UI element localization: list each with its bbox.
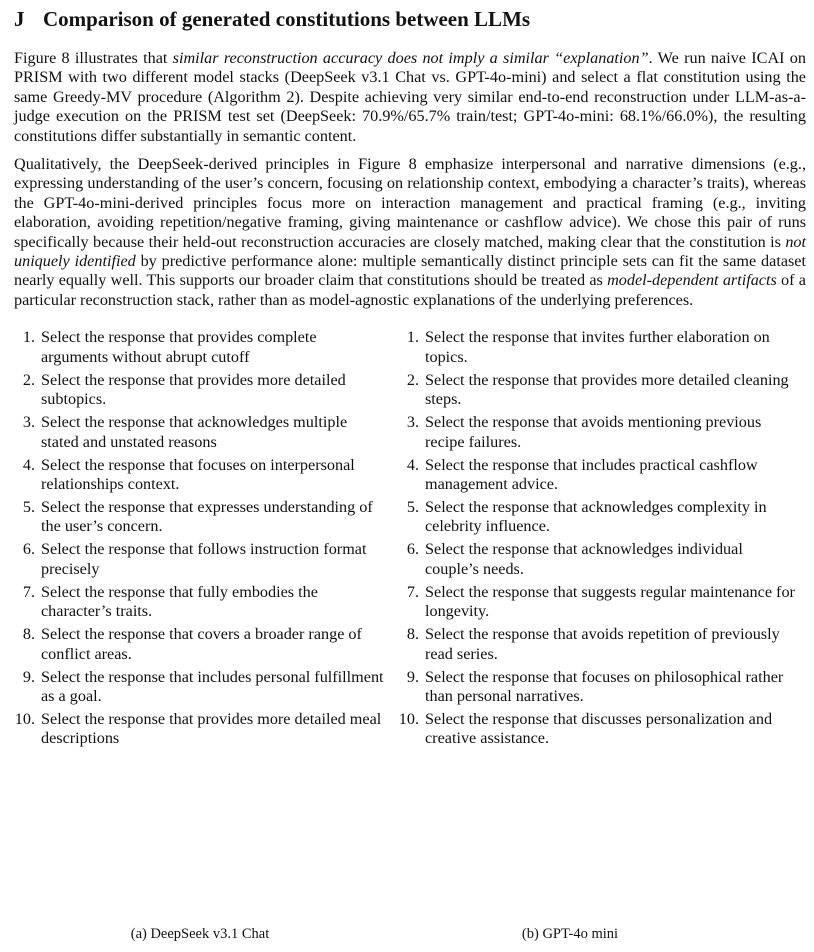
gpt4o-mini-principle-item [398, 625, 798, 664]
item-text: Select the response that acknowledges multiple stated and unstated reasons [41, 413, 348, 451]
constitution-comparison [14, 328, 806, 828]
item-number: 8. [22, 625, 35, 644]
item-text: Select the response that fully embodies the character’s traits. [41, 582, 318, 621]
deepseek-principle-item [14, 710, 386, 749]
item-number: 10. [14, 709, 35, 728]
subfigure-caption-b: (b) GPT-4o mini [521, 926, 619, 942]
emphasized-text: similar reconstruction accuracy does not imply a similar “explanation” [172, 49, 649, 67]
item-number: 7. [22, 582, 35, 601]
deepseek-constitution [14, 328, 386, 752]
emphasized-text: model-dependent artifacts [607, 271, 777, 290]
section-letter: J [14, 7, 25, 31]
item-number: 10. [398, 709, 419, 728]
gpt4o-mini-principle-item [398, 456, 798, 495]
item-number: 2. [22, 370, 35, 389]
item-text: Select the response that focuses on philosophical rather than personal narratives. [425, 667, 784, 705]
paper-page [14, 6, 806, 828]
gpt4o-mini-principle-item [398, 583, 798, 622]
body-text [14, 49, 806, 310]
item-number: 9. [22, 667, 35, 686]
item-text: Select the response that provides complete arguments without abrupt cutoff [41, 328, 317, 366]
item-text: Select the response that includes practical cashflow management advice. [425, 455, 758, 493]
item-text: Select the response that provides more detailed cleaning steps. [425, 370, 789, 409]
deepseek-principle-item [14, 413, 386, 452]
emphasized-text: not uniquely identified [14, 232, 806, 271]
section-heading [14, 6, 806, 32]
item-text: Select the response that acknowledges individual couple’s needs. [425, 540, 743, 578]
item-number: 8. [406, 625, 419, 644]
item-text: Select the response that provides more detailed subtopics. [41, 370, 346, 409]
item-number: 2. [406, 370, 419, 389]
item-text: Select the response that includes personal fulfillment as a goal. [41, 667, 384, 705]
item-number: 4. [22, 455, 35, 474]
deepseek-principles-list [14, 328, 386, 748]
gpt4o-mini-principle-item [398, 328, 798, 367]
item-text: Select the response that expresses understanding of the user’s concern. [41, 497, 373, 536]
gpt4o-mini-constitution [398, 328, 798, 752]
deepseek-principle-item [14, 456, 386, 495]
item-number: 1. [22, 328, 35, 347]
deepseek-principle-item [14, 668, 386, 707]
item-text: Select the response that invites further elaboration on topics. [425, 328, 770, 366]
item-text: Select the response that acknowledges complexity in celebrity influence. [425, 497, 767, 536]
gpt4o-mini-principle-item [398, 540, 798, 579]
item-number: 5. [22, 497, 35, 516]
item-text: Select the response that focuses on interpersonal relationships context. [41, 455, 355, 493]
deepseek-principle-item [14, 328, 386, 367]
item-number: 3. [406, 413, 419, 432]
gpt4o-mini-principle-item [398, 371, 798, 410]
item-text: Select the response that follows instruction format precisely [41, 540, 367, 578]
item-text: Select the response that suggests regular maintenance for longevity. [425, 582, 795, 621]
item-number: 6. [406, 540, 419, 559]
gpt4o-mini-principles-list [398, 328, 798, 748]
item-number: 1. [406, 328, 419, 347]
item-text: Select the response that covers a broader range of conflict areas. [41, 625, 362, 663]
gpt4o-mini-principle-item [398, 668, 798, 707]
item-text: Select the response that avoids repetition of previously read series. [425, 625, 780, 663]
item-text: Select the response that avoids mentioning previous recipe failures. [425, 413, 762, 451]
item-number: 7. [406, 582, 419, 601]
item-number: 6. [22, 540, 35, 559]
item-number: 9. [406, 667, 419, 686]
text-segment: of a particular reconstruction stack, rather than as model-agnostic explanations of the underlying preferences. [14, 271, 806, 309]
deepseek-principle-item [14, 498, 386, 537]
text-segment: by predictive performance alone: multiple semantically distinct principle sets can fit the same dataset nearly equally well. This supports our broader claim that constitutions should be treated as [14, 252, 806, 290]
item-number: 3. [22, 413, 35, 432]
item-text: Select the response that discusses personalization and creative assistance. [425, 709, 773, 748]
deepseek-principle-item [14, 583, 386, 622]
gpt4o-mini-principle-item [398, 498, 798, 537]
body-paragraph [14, 155, 806, 310]
gpt4o-mini-principle-item [398, 413, 798, 452]
item-text: Select the response that provides more detailed meal descriptions [41, 709, 382, 748]
text-segment: Figure 8 illustrates that [14, 49, 173, 67]
deepseek-principle-item [14, 540, 386, 579]
deepseek-principle-item [14, 625, 386, 664]
gpt4o-mini-principle-item [398, 710, 798, 749]
text-segment: . We run naive ICAI on PRISM with two different model stacks (DeepSeek v3.1 Chat vs. GPT-4o-mini) and select a flat constitution using the same Greedy-MV procedure (Algorithm 2). Despite achieving very similar end-to-end reconstruction under LLM-as-a-judge execution on the PRISM test set (DeepSeek: 70.9%/65.7% train/test; GPT-4o-mini: 68.1%/66.0%), the resulting constitutions differ substantially in semantic content. [14, 49, 806, 145]
item-number: 4. [406, 455, 419, 474]
subfigure-caption-a: (a) DeepSeek v3.1 Chat [130, 926, 270, 942]
section-title: Comparison of generated constitutions between LLMs [43, 7, 531, 31]
text-segment: Qualitatively, the DeepSeek-derived principles in Figure 8 emphasize interpersonal and narrative dimensions (e.g., expressing understanding of the user’s concern, focusing on relationship context, embodying a character’s traits), whereas the GPT-4o-mini-derived principles focus more on interaction management and practical framing (e.g., inviting elaboration, avoiding repetition/negative framing, giving maintenance or cashflow advice). We chose this pair of runs specifically because their held-out reconstruction accuracies are closely matched, making clear that the constitution is [14, 155, 806, 251]
item-number: 5. [406, 497, 419, 516]
deepseek-principle-item [14, 371, 386, 410]
body-paragraph [14, 49, 806, 146]
